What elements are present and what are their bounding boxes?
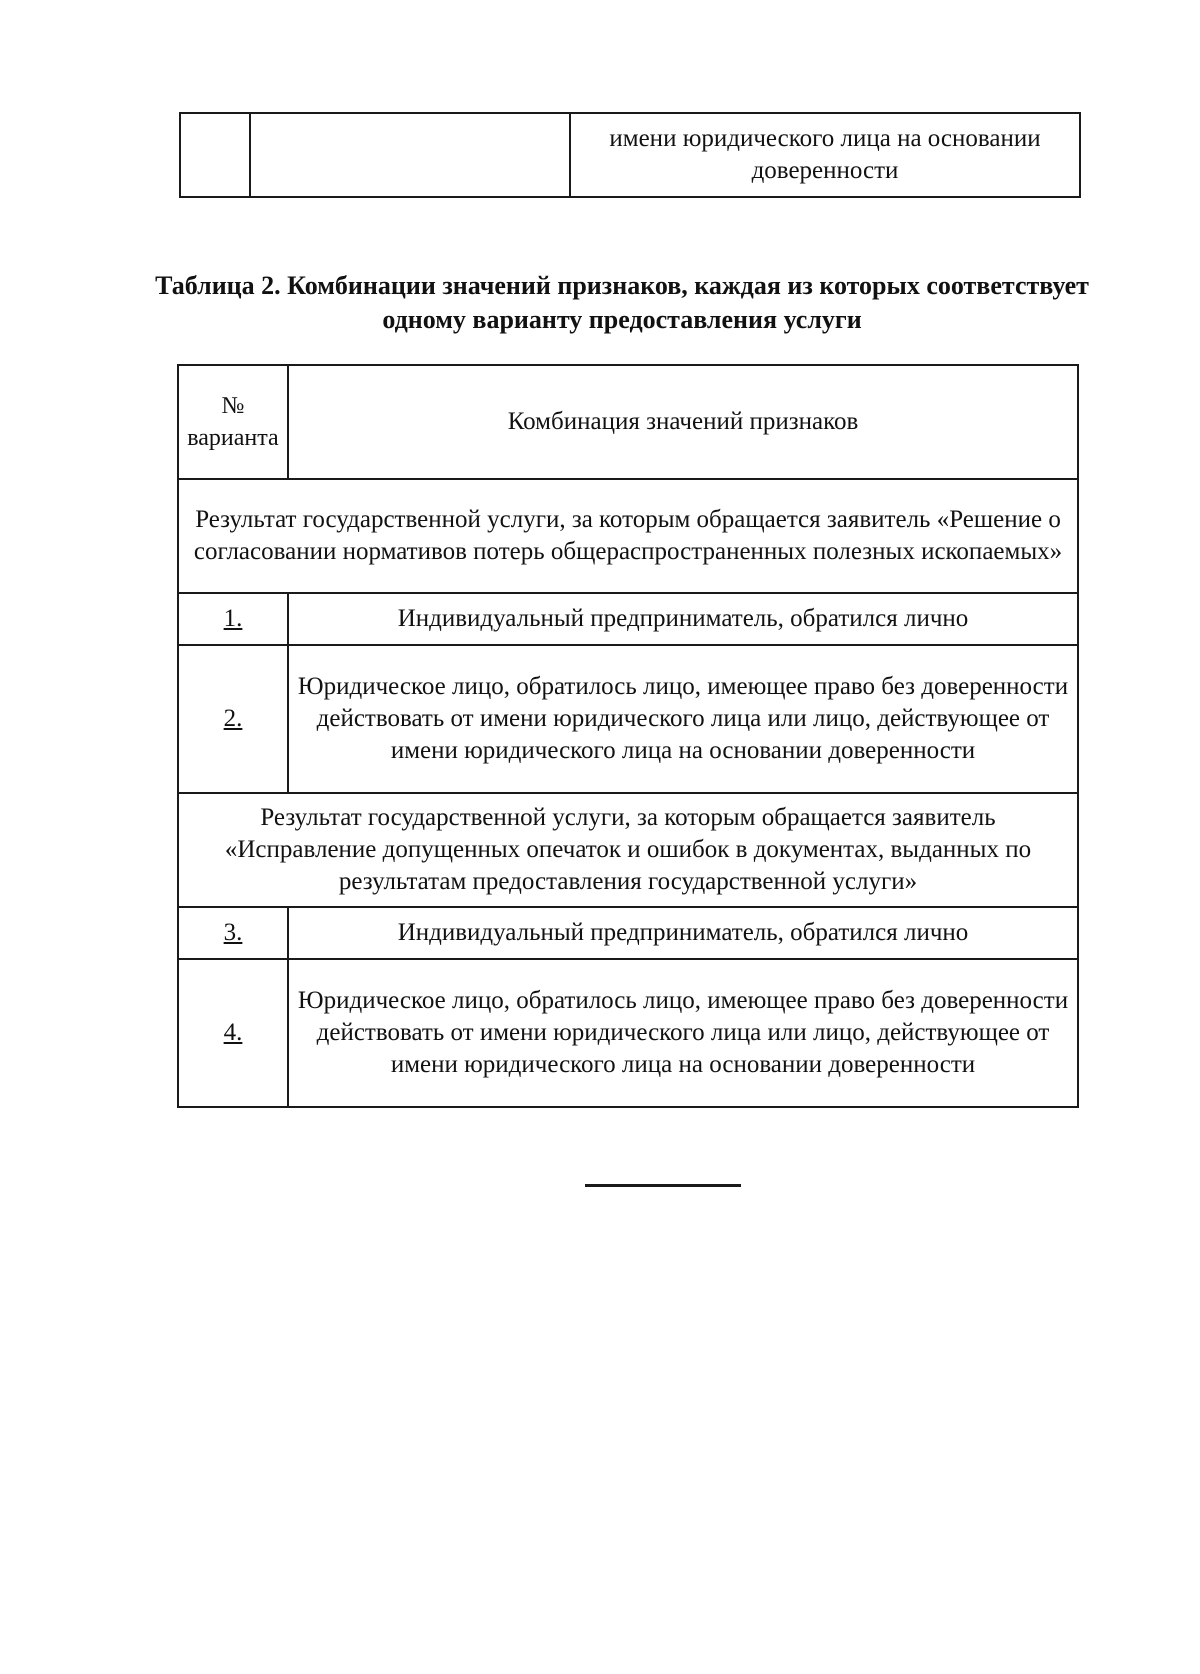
table-header-row <box>178 365 1078 479</box>
closing-divider <box>585 1184 741 1187</box>
variant-number <box>178 959 288 1107</box>
variant-number-text: 1. <box>223 605 243 632</box>
variant-combination: Юридическое лицо, обратилось лицо, имеющее право без доверенности действовать от имени юридического лица или лицо, действующее от имени юридического лица на основании доверенности <box>288 645 1078 793</box>
result-section-row <box>178 793 1078 907</box>
table-cell-empty <box>250 113 570 197</box>
table-cell-text: имени юридического лица на основании доверенности <box>570 113 1080 197</box>
table-row <box>178 907 1078 959</box>
result-section-text: Результат государственной услуги, за которым обращается заявитель «Решение о согласовании нормативов потерь общераспространенных полезных ископаемых» <box>178 479 1078 593</box>
variant-combination: Индивидуальный предприниматель, обратился лично <box>288 593 1078 645</box>
table-row <box>178 593 1078 645</box>
variant-number <box>178 907 288 959</box>
previous-table-fragment <box>179 112 1081 198</box>
table-row <box>178 959 1078 1107</box>
result-section-text: Результат государственной услуги, за которым обращается заявитель «Исправление допущенных опечаток и ошибок в документах, выданных по результатам предоставления государственной услуги» <box>178 793 1078 907</box>
variant-combination: Юридическое лицо, обратилось лицо, имеющее право без доверенности действовать от имени юридического лица или лицо, действующее от имени юридического лица на основании доверенности <box>288 959 1078 1107</box>
variant-number-text: 2. <box>223 705 243 732</box>
table-title: Таблица 2. Комбинации значений признаков, каждая из которых соответствует одному варианту предоставления услуги <box>155 271 1089 334</box>
variant-number-text: 4. <box>223 1019 243 1046</box>
variant-combination: Индивидуальный предприниматель, обратился лично <box>288 907 1078 959</box>
variant-number-text: 3. <box>223 919 243 946</box>
result-section-row <box>178 479 1078 593</box>
header-variant-number: № варианта <box>178 365 288 479</box>
header-combination: Комбинация значений признаков <box>288 365 1078 479</box>
variants-table <box>177 364 1079 1108</box>
table-row <box>180 113 1080 197</box>
variant-number <box>178 645 288 793</box>
table-row <box>178 645 1078 793</box>
variant-number <box>178 593 288 645</box>
table-cell-empty <box>180 113 250 197</box>
